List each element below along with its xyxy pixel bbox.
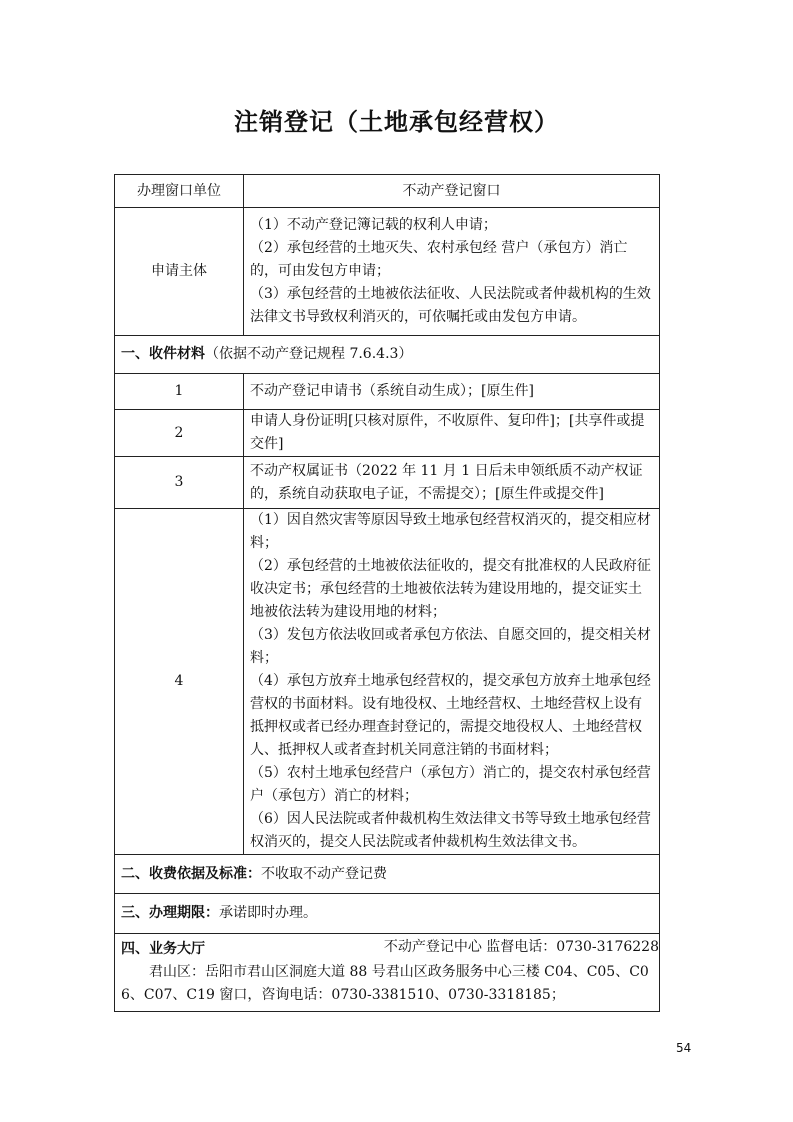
materials-heading-row bbox=[115, 336, 660, 374]
applicant-line: （2）承包经营的土地灭失、农村承包经 营户（承包方）消亡的，可由发包方申请； bbox=[250, 240, 628, 279]
period-cell bbox=[115, 894, 660, 934]
registration-table bbox=[114, 174, 660, 1012]
material-number: 4 bbox=[115, 509, 244, 855]
fee-row bbox=[115, 855, 660, 894]
material-line: （2）承包经营的土地被依法征收的，提交有批准权的人民政府征收决定书；承包经营的土地被依法转为建设用地的，提交证实土地被依法转为建设用地的材料； bbox=[250, 558, 651, 620]
fee-text: 不收取不动产登记费 bbox=[261, 865, 387, 882]
period-heading: 三、办理期限： bbox=[121, 905, 219, 921]
materials-heading-cell bbox=[115, 336, 660, 374]
material-number: 1 bbox=[115, 374, 244, 410]
page-number: 54 bbox=[676, 1041, 692, 1055]
hall-heading: 四、业务大厅 bbox=[121, 941, 205, 957]
office-row bbox=[115, 175, 660, 208]
material-line: （1）因自然灾害等原因导致土地承包经营权消灭的，提交相应材料； bbox=[250, 512, 651, 551]
applicant-lines bbox=[244, 208, 660, 336]
material-row bbox=[115, 410, 660, 457]
period-row bbox=[115, 894, 660, 934]
material-text: 不动产权属证书（2022 年 11 月 1 日后未申领纸质不动产权证的，系统自动获取电子证，不需提交）；[原生件或提交件] bbox=[244, 457, 660, 509]
material-line: （6）因人民法院或者仲裁机构生效法律文书等导致土地承包经营权消灭的，提交人民法院或者仲裁机构生效法律文书。 bbox=[250, 811, 651, 850]
material-lines bbox=[244, 509, 660, 855]
material-row bbox=[115, 374, 660, 410]
supervision-footer: 不动产登记中心 监督电话：0730-3176228 bbox=[383, 939, 659, 955]
hall-text: 君山区：岳阳市君山区洞庭大道 88 号君山区政务服务中心三楼 C04、C05、C06、C07、C19 窗口，咨询电话：0730-3381510、0730-3318185； bbox=[121, 964, 649, 1003]
material-number: 2 bbox=[115, 410, 244, 457]
material-row bbox=[115, 509, 660, 855]
fee-cell bbox=[115, 855, 660, 894]
material-line: （4）承包方放弃土地承包经营权的，提交承包方放弃土地承包经营权的书面材料。设有地役权、土地经营权、土地经营权上设有抵押权或者已经办理查封登记的，需提交地役权人、土地经营权人、抵押权人或者查封机关同意注销的书面材料； bbox=[250, 673, 651, 758]
applicant-label: 申请主体 bbox=[115, 208, 244, 336]
materials-note: （依据不动产登记规程 7.6.4.3） bbox=[205, 346, 413, 362]
material-line: （5）农村土地承包经营户（承包方）消亡的，提交农村承包经营户（承包方）消亡的材料； bbox=[250, 765, 651, 804]
period-text: 承诺即时办理。 bbox=[219, 905, 317, 921]
material-row bbox=[115, 457, 660, 509]
material-text: 不动产登记申请书（系统自动生成）；[原生件] bbox=[244, 374, 660, 410]
materials-heading: 一、收件材料 bbox=[121, 346, 205, 362]
office-value: 不动产登记窗口 bbox=[244, 175, 660, 208]
material-text: 申请人身份证明[只核对原件，不收原件、复印件]；[共享件或提交件] bbox=[244, 410, 660, 457]
material-line: （3）发包方依法收回或者承包方依法、自愿交回的，提交相关材料； bbox=[250, 627, 651, 666]
office-label: 办理窗口单位 bbox=[115, 175, 244, 208]
fee-heading: 二、收费依据及标准： bbox=[121, 865, 261, 882]
applicant-line: （3）承包经营的土地被依法征收、人民法院或者仲裁机构的生效法律文书导致权利消灭的，可依嘱托或由发包方申请。 bbox=[250, 286, 651, 325]
material-number: 3 bbox=[115, 457, 244, 509]
applicant-line: （1）不动产登记簿记载的权利人申请； bbox=[250, 217, 497, 233]
applicant-row bbox=[115, 208, 660, 336]
page-title: 注销登记（土地承包经营权） bbox=[234, 108, 559, 136]
